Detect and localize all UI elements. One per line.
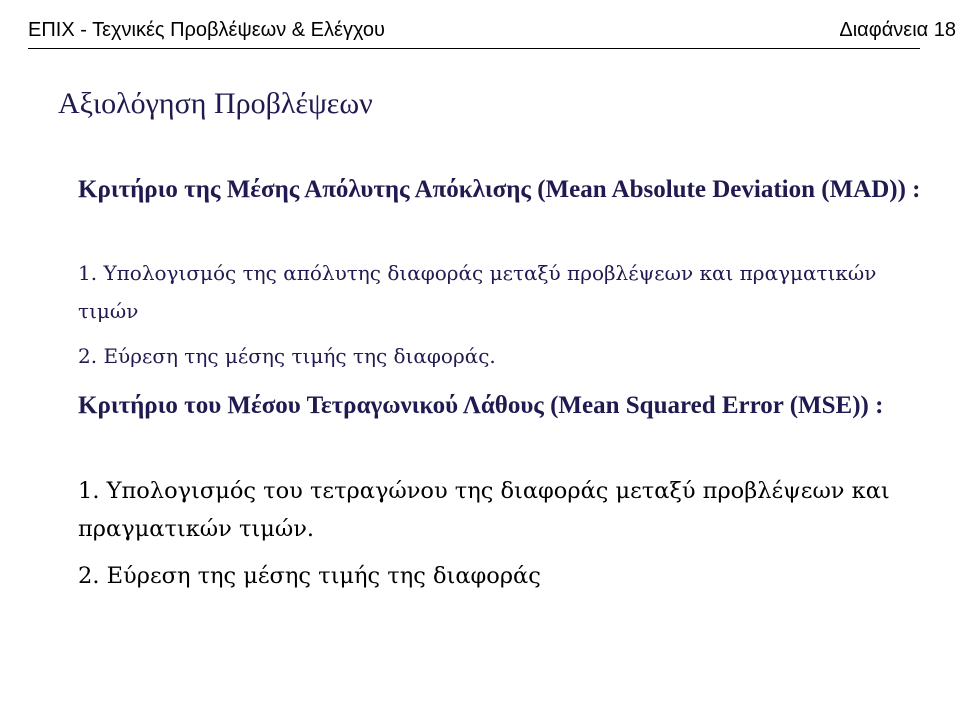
mse-step-2: 2. Εύρεση της μέσης τιμής της διαφοράς — [78, 563, 541, 589]
mse-step-1: 1. Υπολογισμός του τετραγώνου της διαφοράς μεταξύ προβλέψεων και πραγματικών τιμών. — [78, 478, 890, 542]
mse-criterion-heading: Κριτήριο του Μέσου Τετραγωνικού Λάθους (Mean Squared Error (MSE)) : — [78, 392, 884, 419]
course-title: ΕΠΙΧ - Τεχνικές Προβλέψεων & Ελέγχου — [28, 19, 385, 41]
mad-criterion-heading: Κριτήριο της Μέσης Απόλυτης Απόκλισης (Mean Absolute Deviation (MAD)) : — [78, 176, 921, 203]
header-divider — [28, 48, 920, 49]
slide-title: Αξιολόγηση Προβλέψεων — [58, 87, 373, 120]
mad-step-2: 2. Εύρεση της μέσης τιμής της διαφοράς. — [78, 344, 496, 368]
slide-number: Διαφάνεια 18 — [839, 19, 956, 41]
mad-step-1: 1. Υπολογισμός της απόλυτης διαφοράς μεταξύ προβλέψεων και πραγματικών τιμών — [78, 261, 877, 323]
